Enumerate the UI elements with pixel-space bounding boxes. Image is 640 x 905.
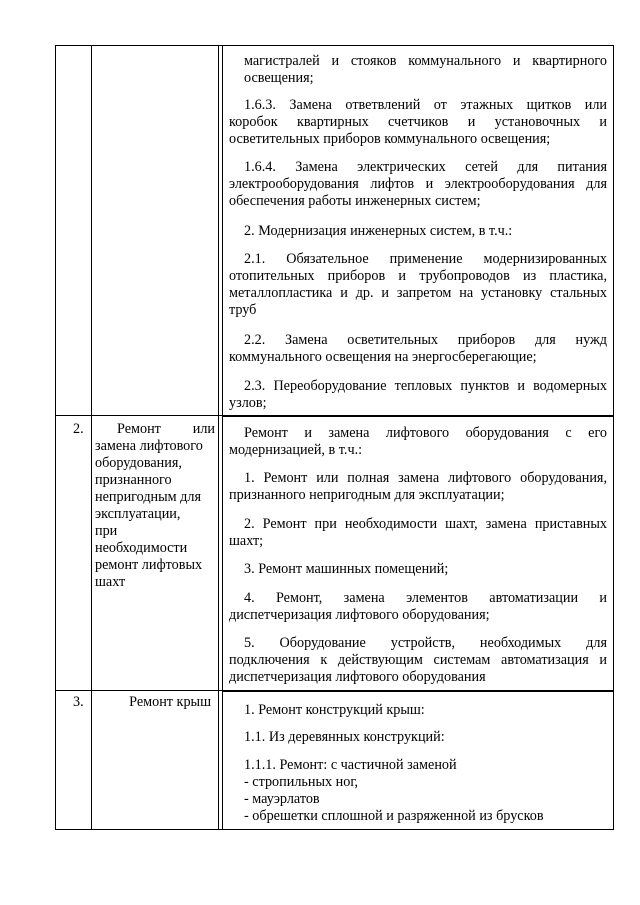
text-line: Ремонт и замена лифтового оборудования с его <box>244 425 607 441</box>
text-line: магистралей и стояков коммунального и квартирного <box>244 53 607 69</box>
content-paragraph <box>229 561 607 578</box>
name-line: необходимости <box>95 540 188 556</box>
text-line: труб <box>229 302 257 318</box>
text-line: 2.3. Переоборудование тепловых пунктов и водомерных <box>244 378 607 394</box>
text-line: подключения к действующим системам автоматизация и <box>229 652 607 668</box>
content-paragraph <box>229 97 607 148</box>
content-paragraph <box>229 590 607 624</box>
text-line: 2. Ремонт при необходимости шахт, замена приставных <box>244 516 607 532</box>
text-line: 1.1.1. Ремонт: с частичной заменой <box>244 757 457 773</box>
col-divider-name-b <box>222 45 223 830</box>
content-paragraph <box>229 702 607 719</box>
row-name <box>95 694 215 711</box>
text-line: - обрешетки сплошной и разряженной из брусков <box>244 808 544 824</box>
text-line: осветительных приборов коммунального освещения; <box>229 131 551 147</box>
text-line: освещения; <box>244 70 314 86</box>
text-line: 2.2. Замена осветительных приборов для нужд <box>244 332 607 348</box>
content-paragraph <box>229 53 607 87</box>
text-line: - мауэрлатов <box>244 791 320 807</box>
name-line: Ремонт крыш <box>129 694 211 710</box>
content-paragraph <box>229 729 607 746</box>
content-paragraph <box>229 251 607 319</box>
content-paragraph <box>229 378 607 412</box>
text-line: шахт; <box>229 533 264 549</box>
name-line: при <box>95 523 118 539</box>
text-line: модернизацией, в т.ч.: <box>229 442 363 458</box>
name-line: замена лифтового <box>95 438 203 454</box>
name-line: ремонт лифтовых <box>95 557 203 573</box>
text-line: электрооборудования лифтов и электрооборудования для <box>229 176 607 192</box>
row-divider-1-content <box>222 415 614 417</box>
row-divider-2-content <box>222 690 614 692</box>
col-divider-number <box>91 45 92 830</box>
table-border-bottom <box>55 829 614 830</box>
content-paragraph <box>229 332 607 366</box>
content-paragraph <box>229 757 607 825</box>
text-line: 2.1. Обязательное применение модернизированных <box>244 251 607 267</box>
col-divider-name-a <box>218 45 219 830</box>
text-line: 3. Ремонт машинных помещений; <box>244 561 449 577</box>
text-line: отопительных приборов и трубопроводов из пластика, <box>229 268 607 284</box>
text-line: 1. Ремонт конструкций крыш: <box>244 702 425 718</box>
text-line: 1.6.3. Замена ответвлений от этажных щитков или <box>244 97 607 113</box>
text-line: коммунального освещения на энергосберегающие; <box>229 349 537 365</box>
row-name <box>95 421 215 591</box>
content-paragraph <box>229 470 607 504</box>
text-line: 2. Модернизация инженерных систем, в т.ч.: <box>244 223 513 239</box>
name-line: шахт <box>95 574 126 590</box>
row-number: 2. <box>73 421 84 437</box>
text-line: признанного непригодным для эксплуатации; <box>229 487 505 503</box>
text-line: коробок квартирных счетчиков и установочных и <box>229 114 607 130</box>
content-paragraph <box>229 159 607 210</box>
row-number: 3. <box>73 694 84 710</box>
table-border-right <box>613 45 614 830</box>
content-paragraph <box>229 635 607 686</box>
text-line: диспетчеризация лифтового оборудования; <box>229 607 490 623</box>
text-line: диспетчеризация лифтового оборудования <box>229 669 486 685</box>
text-line: узлов; <box>229 395 267 411</box>
text-line: 4. Ремонт, замена элементов автоматизации и <box>244 590 607 606</box>
table-border-top <box>55 45 614 46</box>
content-paragraph <box>229 516 607 550</box>
text-line: 1. Ремонт или полная замена лифтового оборудования, <box>244 470 607 486</box>
text-line: - стропильных ног, <box>244 774 359 790</box>
name-line: эксплуатации, <box>95 506 181 522</box>
content-paragraph <box>229 223 607 240</box>
text-line: металлопластика и др. и запретом на установку стальных <box>229 285 607 301</box>
text-line: 1.6.4. Замена электрических сетей для питания <box>244 159 607 175</box>
table-border-left <box>55 45 56 830</box>
name-line: Ремонт или <box>117 421 215 437</box>
text-line: 1.1. Из деревянных конструкций: <box>244 729 445 745</box>
name-line: непригодным для <box>95 489 202 505</box>
content-paragraph <box>229 425 607 459</box>
name-line: признанного <box>95 472 172 488</box>
name-line: оборудования, <box>95 455 182 471</box>
text-line: 5. Оборудование устройств, необходимых для <box>244 635 607 651</box>
text-line: обеспечения работы инженерных систем; <box>229 193 481 209</box>
